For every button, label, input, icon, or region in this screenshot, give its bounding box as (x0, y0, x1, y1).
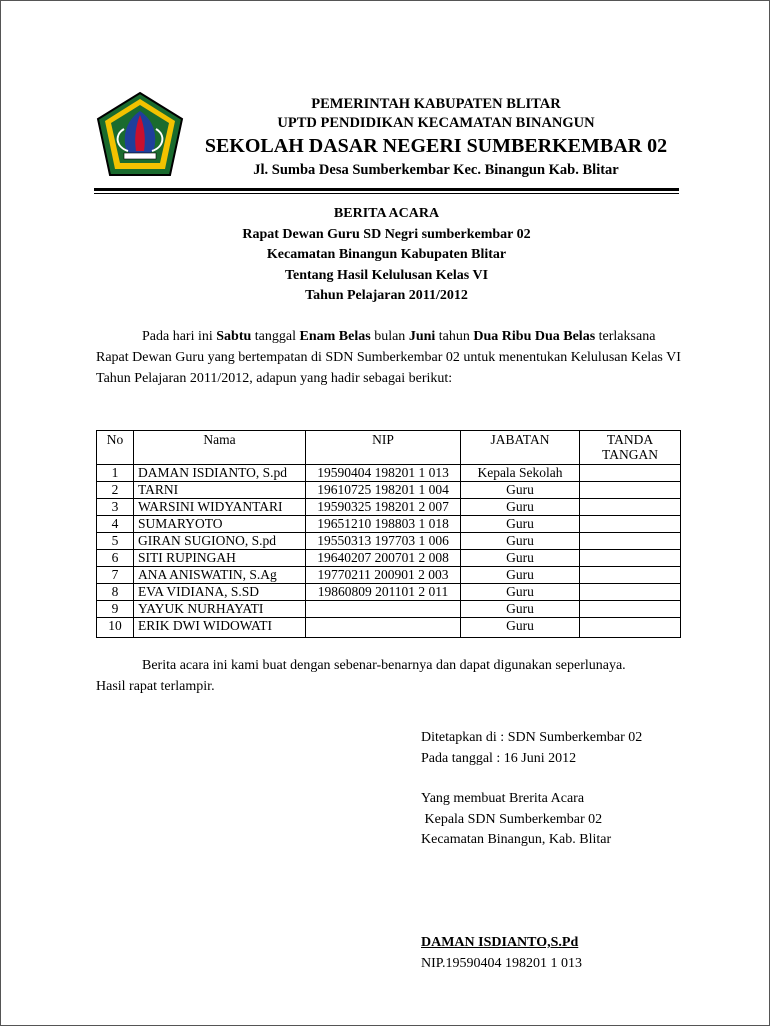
row-signature-cell (580, 567, 681, 584)
closing-paragraph (96, 655, 686, 697)
letterhead-divider-thin (94, 193, 679, 194)
signer-name: DAMAN ISDIANTO,S.Pd (421, 935, 579, 950)
letterhead (191, 95, 681, 181)
row-signature-cell (580, 482, 681, 499)
letterhead-office: UPTD PENDIDIKAN KECAMATAN BINANGUN (277, 115, 595, 131)
header-nip: NIP (306, 431, 461, 465)
header-no: No (97, 431, 134, 465)
opening-paragraph: Pada hari ini Sabtu tanggal Enam Belas bulan Juni tahun Dua Ribu Dua Belas terlaksana Rapat Dewan Guru yang bertempatan di SDN Sumberkembar 02 untuk menentukan Kelulusan Kelas VI Tahun Pelajaran 2011/2012, adapun yang hadir sebagai berikut: (96, 329, 681, 386)
row-nama: ERIK DWI WIDOWATI (134, 618, 306, 638)
table-row (97, 618, 681, 638)
row-no: 6 (97, 550, 134, 567)
row-jabatan: Guru (461, 533, 580, 550)
attendance-table-header (97, 431, 681, 465)
row-jabatan: Guru (461, 516, 580, 533)
row-signature-cell (580, 533, 681, 550)
row-nama: YAYUK NURHAYATI (134, 601, 306, 618)
opening-text: terlaksana Rapat Dewan Guru yang bertempatan di SDN Sumberkembar 02 untuk menentukan Kelulusan Kelas VI Tahun Pelajaran 2011/2012, adapun yang hadir sebagai berikut: (96, 329, 681, 386)
row-signature-cell (580, 584, 681, 601)
row-jabatan: Guru (461, 499, 580, 516)
document-title-block (94, 204, 679, 307)
row-nip (306, 601, 461, 618)
signature-date: Pada tanggal : 16 Juni 2012 (421, 750, 577, 766)
document-subtitle-2: Kecamatan Binangun Kabupaten Blitar (266, 247, 507, 262)
row-nip: 19610725 198201 1 004 (306, 482, 461, 499)
table-row (97, 550, 681, 567)
row-jabatan: Guru (461, 618, 580, 638)
row-nip: 19651210 198803 1 018 (306, 516, 461, 533)
header-tanda-tangan: TANDA TANGAN (580, 431, 681, 465)
signature-role-1: Yang membuat Brerita Acara (421, 791, 585, 806)
document-subtitle-1: Rapat Dewan Guru SD Negri sumberkembar 02 (242, 226, 531, 242)
row-no: 4 (97, 516, 134, 533)
row-jabatan: Kepala Sekolah (461, 465, 580, 482)
signature-block (421, 728, 721, 851)
meeting-date: Enam Belas (299, 329, 371, 344)
row-no: 1 (97, 465, 134, 482)
row-signature-cell (580, 516, 681, 533)
table-row (97, 533, 681, 550)
row-nip: 19640207 200701 2 008 (306, 550, 461, 567)
row-nip: 19590325 198201 2 007 (306, 499, 461, 516)
row-signature-cell (580, 601, 681, 618)
row-nama: EVA VIDIANA, S.SD (134, 584, 306, 601)
meeting-year: Dua Ribu Dua Belas (473, 329, 596, 344)
letterhead-divider-thick (94, 188, 679, 191)
row-nip: 19770211 200901 2 003 (306, 567, 461, 584)
attendance-table (96, 430, 681, 638)
meeting-day: Sabtu (216, 329, 252, 344)
row-signature-cell (580, 465, 681, 482)
row-no: 5 (97, 533, 134, 550)
header-jabatan: JABATAN (461, 431, 580, 465)
table-row (97, 482, 681, 499)
signature-place: Ditetapkan di : SDN Sumberkembar 02 (421, 730, 643, 745)
row-nama: SUMARYOTO (134, 516, 306, 533)
row-nip: 19590404 198201 1 013 (306, 465, 461, 482)
row-signature-cell (580, 499, 681, 516)
table-row (97, 567, 681, 584)
row-no: 3 (97, 499, 134, 516)
row-nama: TARNI (134, 482, 306, 499)
row-nama: SITI RUPINGAH (134, 550, 306, 567)
table-row (97, 601, 681, 618)
table-row (97, 465, 681, 482)
row-no: 2 (97, 482, 134, 499)
row-nip: 19860809 201101 2 011 (306, 584, 461, 601)
table-row (97, 584, 681, 601)
letterhead-address: Jl. Sumba Desa Sumberkembar Kec. Binangun Kab. Blitar (253, 162, 619, 178)
letterhead-school: SEKOLAH DASAR NEGERI SUMBERKEMBAR 02 (204, 135, 668, 157)
closing-line-2: Hasil rapat terlampir. (96, 679, 215, 694)
row-signature-cell (580, 550, 681, 567)
row-nama: DAMAN ISDIANTO, S.pd (134, 465, 306, 482)
row-jabatan: Guru (461, 584, 580, 601)
signature-role-3: Kecamatan Binangun, Kab. Blitar (421, 832, 612, 847)
closing-line-1: Berita acara ini kami buat dengan sebenar-benarnya dan dapat digunakan seperlunaya. (142, 658, 626, 673)
row-nama: WARSINI WIDYANTARI (134, 499, 306, 516)
document-subtitle-4: Tahun Pelajaran 2011/2012 (305, 288, 468, 303)
row-nip: 19550313 197703 1 006 (306, 533, 461, 550)
row-jabatan: Guru (461, 550, 580, 567)
row-jabatan: Guru (461, 482, 580, 499)
regency-crest-icon (94, 89, 186, 179)
meeting-month: Juni (408, 329, 436, 344)
table-row (97, 516, 681, 533)
row-jabatan: Guru (461, 601, 580, 618)
header-nama: Nama (134, 431, 306, 465)
letterhead-government: PEMERINTAH KABUPATEN BLITAR (311, 96, 561, 112)
row-nama: GIRAN SUGIONO, S.pd (134, 533, 306, 550)
row-no: 7 (97, 567, 134, 584)
row-no: 10 (97, 618, 134, 638)
row-nama: ANA ANISWATIN, S.Ag (134, 567, 306, 584)
row-no: 8 (97, 584, 134, 601)
row-nip (306, 618, 461, 638)
row-no: 9 (97, 601, 134, 618)
signer-block (421, 933, 721, 974)
row-signature-cell (580, 618, 681, 638)
document-title: BERITA ACARA (333, 206, 440, 221)
row-jabatan: Guru (461, 567, 580, 584)
signature-role-2: Kepala SDN Sumberkembar 02 (421, 811, 603, 827)
table-row (97, 499, 681, 516)
signer-nip: NIP.19590404 198201 1 013 (421, 955, 583, 971)
document-subtitle-3: Tentang Hasil Kelulusan Kelas VI (284, 267, 489, 283)
